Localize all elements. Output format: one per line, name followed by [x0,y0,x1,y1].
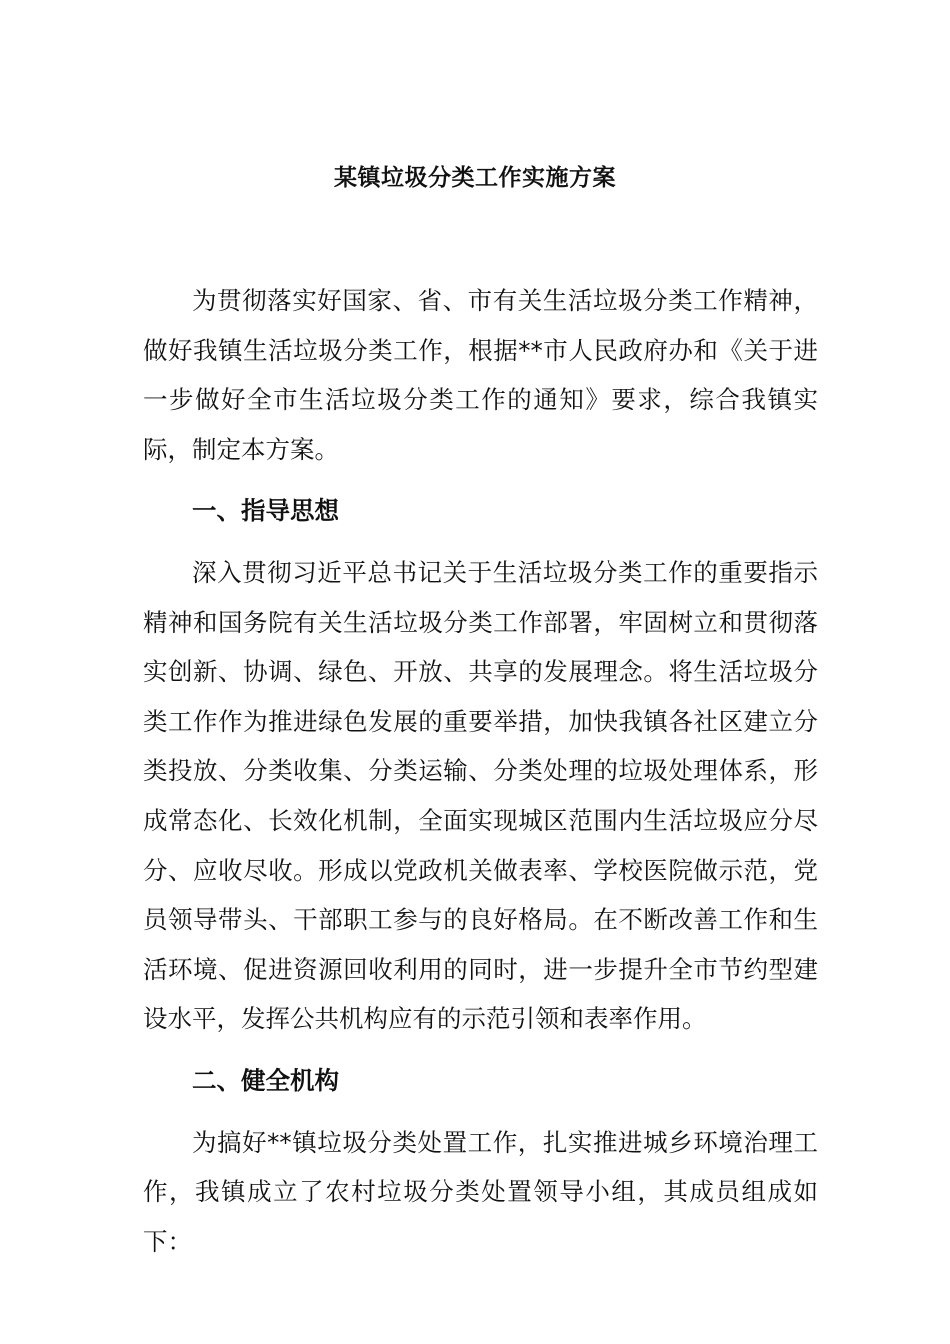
section-paragraph-guiding-ideology: 深入贯彻习近平总书记关于生活垃圾分类工作的重要指示精神和国务院有关生活垃圾分类工作部署，牢固树立和贯彻落实创新、协调、绿色、开放、共享的发展理念。将生活垃圾分类工作作为推进绿色发展的重要举措，加快我镇各社区建立分类投放、分类收集、分类运输、分类处理的垃圾处理体系，形成常态化、长效化机制，全面实现城区范围内生活垃圾应分尽分、应收尽收。形成以党政机关做表率、学校医院做示范，党员领导带头、干部职工参与的良好格局。在不断改善工作和生活环境、促进资源回收利用的同时，进一步提升全市节约型建设水平，发挥公共机构应有的示范引领和表率作用。 [143,557,818,1034]
document-title: 某镇垃圾分类工作实施方案 [334,165,616,191]
intro-paragraph: 为贯彻落实好国家、省、市有关生活垃圾分类工作精神，做好我镇生活垃圾分类工作，根据**市人民政府办和《关于进一步做好全市生活垃圾分类工作的通知》要求，综合我镇实际，制定本方案。 [143,286,818,464]
section-heading-guiding-ideology: 一、指导思想 [192,496,339,526]
document-body [143,276,818,1266]
section-paragraph-organization: 为搞好**镇垃圾分类处置工作，扎实推进城乡环境治理工作，我镇成立了农村垃圾分类处置领导小组，其成员组成如下： [143,1127,818,1256]
section-heading-organization: 二、健全机构 [192,1065,339,1095]
